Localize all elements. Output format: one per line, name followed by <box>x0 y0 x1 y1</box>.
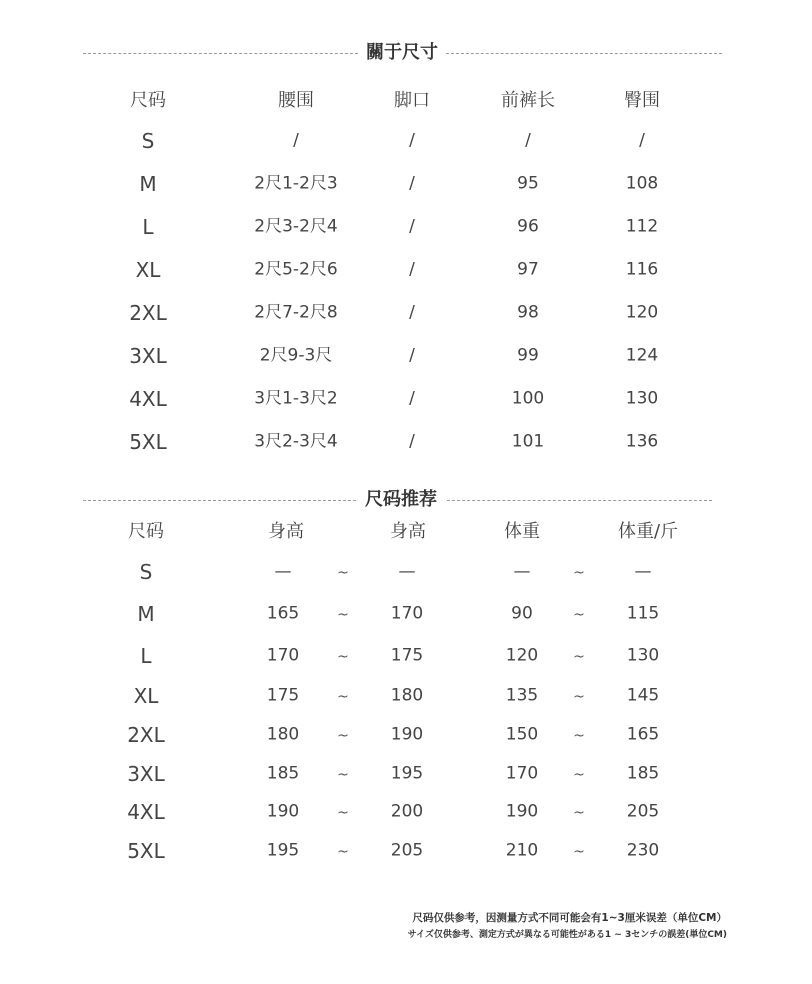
table-cell: / <box>409 216 415 237</box>
table-cell: 230 <box>626 840 660 861</box>
range-separator: ~ <box>573 805 585 821</box>
range-separator: ~ <box>573 649 585 665</box>
table-cell: / <box>409 345 415 366</box>
size-label: 2XL <box>129 301 167 325</box>
table-cell: 180 <box>266 724 300 745</box>
size-label: 3XL <box>129 344 167 368</box>
table-cell: 170 <box>390 603 424 624</box>
table-cell: 130 <box>625 388 659 409</box>
table-cell: / <box>409 173 415 194</box>
table-cell: 165 <box>266 603 300 624</box>
table-cell: 190 <box>266 801 300 822</box>
range-separator: ~ <box>573 844 585 860</box>
recommendation-header: 体重 <box>504 521 540 542</box>
table-cell: 175 <box>390 645 424 666</box>
table-cell: 116 <box>625 259 659 280</box>
table-cell: 2尺9-3尺 <box>259 345 333 366</box>
size-label: M <box>139 172 157 196</box>
range-separator: ~ <box>573 689 585 705</box>
table-cell: — <box>398 561 416 582</box>
table-cell: 98 <box>517 302 539 323</box>
size-label: 3XL <box>127 762 165 786</box>
table-cell: 90 <box>511 603 533 624</box>
range-separator: ~ <box>337 844 349 860</box>
recommendation-header: 身高 <box>268 521 304 542</box>
table-cell: 2尺7-2尺8 <box>254 302 338 323</box>
table-cell: 99 <box>517 345 539 366</box>
table-cell: 170 <box>505 763 539 784</box>
range-separator: ~ <box>337 565 349 581</box>
table-cell: / <box>293 130 299 151</box>
range-separator: ~ <box>573 607 585 623</box>
size-label: XL <box>135 258 161 282</box>
table-cell: 190 <box>390 724 424 745</box>
table-cell: 190 <box>505 801 539 822</box>
table-cell: 124 <box>625 345 659 366</box>
table-cell: 115 <box>626 603 660 624</box>
table-cell: 3尺1-3尺2 <box>254 388 338 409</box>
size-label: 5XL <box>127 839 165 863</box>
section2-title: 尺码推荐 <box>361 489 441 511</box>
table-cell: — <box>274 561 292 582</box>
table-cell: 185 <box>626 763 660 784</box>
range-separator: ~ <box>337 689 349 705</box>
table-cell: 100 <box>511 388 545 409</box>
table-cell: 195 <box>266 840 300 861</box>
table-cell: 195 <box>390 763 424 784</box>
table-cell: / <box>409 431 415 452</box>
table-cell: 112 <box>625 216 659 237</box>
size-table-header: 脚口 <box>394 90 430 111</box>
footnote-japanese: サイズ仅供参考、測定方式が異なる可能性がある1 ~ 3センチの誤差(単位CM) <box>407 930 727 940</box>
table-cell: 205 <box>390 840 424 861</box>
table-cell: 175 <box>266 685 300 706</box>
table-cell: 135 <box>505 685 539 706</box>
table-cell: 108 <box>625 173 659 194</box>
size-table-header: 臀围 <box>624 90 660 111</box>
table-cell: — <box>634 561 652 582</box>
table-cell: 165 <box>626 724 660 745</box>
table-cell: 180 <box>390 685 424 706</box>
recommendation-header: 尺码 <box>128 521 164 542</box>
table-cell: 2尺3-2尺4 <box>254 216 338 237</box>
section2-divider-right <box>447 500 712 501</box>
size-label: 5XL <box>129 430 167 454</box>
range-separator: ~ <box>573 767 585 783</box>
table-cell: 2尺5-2尺6 <box>254 259 338 280</box>
size-label: S <box>141 129 155 153</box>
table-cell: / <box>409 130 415 151</box>
size-label: 2XL <box>127 723 165 747</box>
table-cell: / <box>409 259 415 280</box>
range-separator: ~ <box>337 728 349 744</box>
table-cell: 120 <box>625 302 659 323</box>
table-cell: 185 <box>266 763 300 784</box>
table-cell: 150 <box>505 724 539 745</box>
range-separator: ~ <box>337 805 349 821</box>
range-separator: ~ <box>573 565 585 581</box>
table-cell: 120 <box>505 645 539 666</box>
table-cell: 130 <box>626 645 660 666</box>
size-label: M <box>137 602 155 626</box>
section1-divider-right <box>446 53 722 54</box>
table-cell: / <box>525 130 531 151</box>
table-cell: 95 <box>517 173 539 194</box>
table-cell: / <box>409 388 415 409</box>
table-cell: — <box>513 561 531 582</box>
size-label: L <box>140 644 152 668</box>
table-cell: 200 <box>390 801 424 822</box>
size-label: S <box>139 560 153 584</box>
footnote-chinese: 尺码仅供参考，因测量方式不同可能会有1~3厘米误差（单位CM） <box>412 912 727 924</box>
table-cell: 210 <box>505 840 539 861</box>
size-table-header: 前裤长 <box>501 90 555 111</box>
table-cell: 3尺2-3尺4 <box>254 431 338 452</box>
section1-divider-left <box>83 53 358 54</box>
size-label: L <box>142 215 154 239</box>
section1-title: 關于尺寸 <box>362 42 442 64</box>
size-label: XL <box>133 684 159 708</box>
table-cell: / <box>409 302 415 323</box>
table-cell: 101 <box>511 431 545 452</box>
range-separator: ~ <box>573 728 585 744</box>
table-cell: 96 <box>517 216 539 237</box>
size-table-header: 腰围 <box>278 90 314 111</box>
section2-divider-left <box>83 500 356 501</box>
table-cell: 2尺1-2尺3 <box>254 173 338 194</box>
table-cell: 145 <box>626 685 660 706</box>
table-cell: 136 <box>625 431 659 452</box>
recommendation-header: 身高 <box>390 521 426 542</box>
table-cell: / <box>639 130 645 151</box>
range-separator: ~ <box>337 767 349 783</box>
range-separator: ~ <box>337 607 349 623</box>
size-label: 4XL <box>129 387 167 411</box>
recommendation-header: 体重/斤 <box>617 521 679 542</box>
table-cell: 97 <box>517 259 539 280</box>
size-label: 4XL <box>127 800 165 824</box>
table-cell: 170 <box>266 645 300 666</box>
size-table-header: 尺码 <box>130 90 166 111</box>
table-cell: 205 <box>626 801 660 822</box>
range-separator: ~ <box>337 649 349 665</box>
